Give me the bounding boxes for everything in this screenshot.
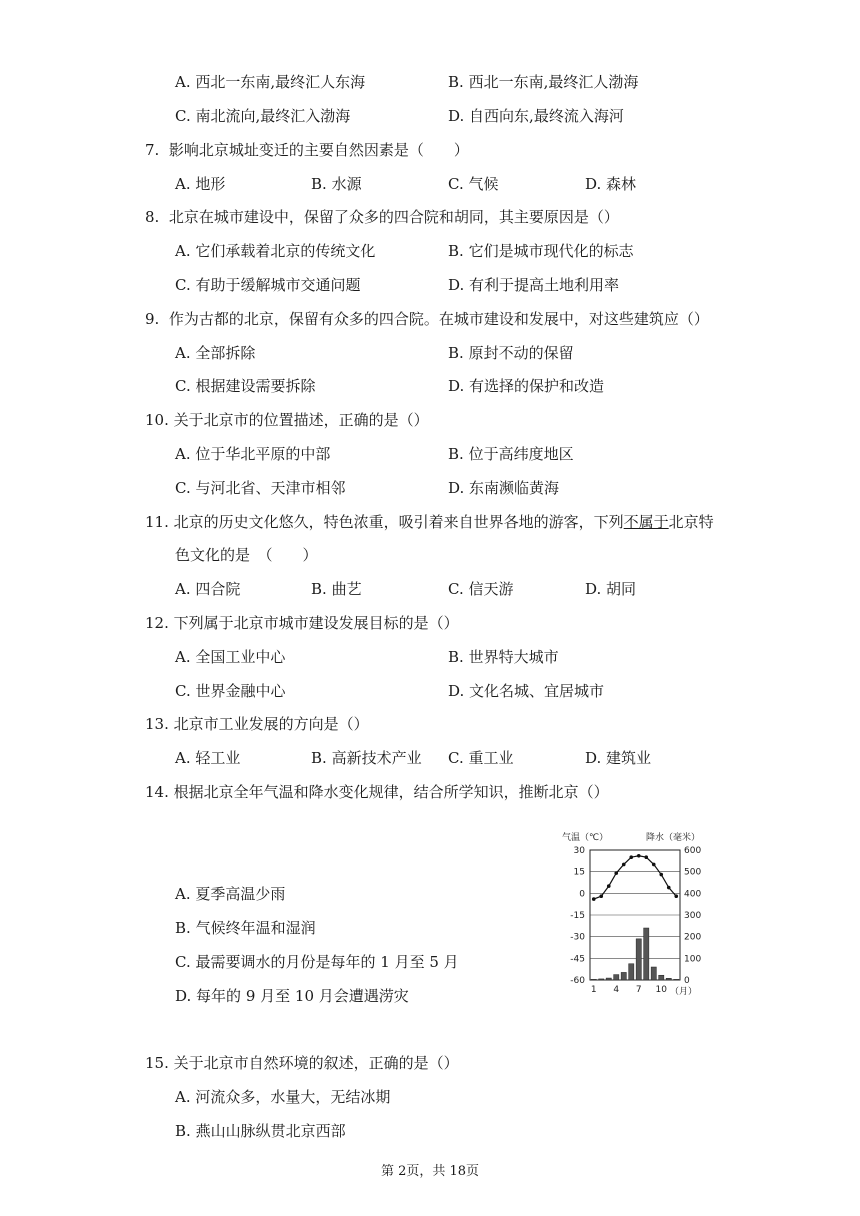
option-13-d: D. 建筑业 <box>585 749 652 767</box>
option-10-b: B. 位于高纬度地区 <box>448 445 574 463</box>
temperature-point <box>607 884 611 888</box>
option-11-a: A. 四合院 <box>175 580 241 598</box>
option-14-a: A. 夏季高温少雨 <box>175 885 286 903</box>
option-14-c: C. 最需要调水的月份是每年的 1 月至 5 月 <box>175 953 459 971</box>
option-12-d: D. 文化名城、宜居城市 <box>448 682 605 700</box>
option-12-a: A. 全国工业中心 <box>175 648 286 666</box>
option-12-c: C. 世界金融中心 <box>175 682 286 700</box>
option-13-a: A. 轻工业 <box>175 749 241 767</box>
option-10-a: A. 位于华北平原的中部 <box>175 445 331 463</box>
option-8-b: B. 它们是城市现代化的标志 <box>448 242 634 260</box>
temperature-line <box>592 854 678 901</box>
left-tick-label: 15 <box>573 867 585 878</box>
option-prev-c: C. 南北流向,最终汇入渤海 <box>175 107 351 125</box>
option-14-b: B. 气候终年温和湿润 <box>175 919 316 937</box>
precip-bar <box>629 964 634 980</box>
x-tick-label: 7 <box>635 985 642 995</box>
left-tick-label: -30 <box>570 932 585 943</box>
option-11-b: B. 曲艺 <box>311 580 362 598</box>
option-12-b: B. 世界特大城市 <box>448 648 559 666</box>
option-7-c: C. 气候 <box>448 175 499 193</box>
option-11-c: C. 信天游 <box>448 580 514 598</box>
option-10-c: C. 与河北省、天津市相邻 <box>175 479 346 497</box>
option-9-c: C. 根据建设需要拆除 <box>175 377 316 395</box>
precip-bar <box>644 928 649 980</box>
temperature-point <box>637 854 641 858</box>
precip-bar <box>659 975 664 980</box>
climate-chart <box>560 828 720 1000</box>
option-9-b: B. 原封不动的保留 <box>448 344 574 362</box>
option-15-b: B. 燕山山脉纵贯北京西部 <box>175 1122 346 1140</box>
temperature-point <box>659 873 663 877</box>
question-13: 13. 北京市工业发展的方向是（） <box>145 715 369 733</box>
x-tick-label: 10 <box>655 985 667 995</box>
option-10-d: D. 东南濒临黄海 <box>448 479 560 497</box>
right-tick-label: 0 <box>684 976 690 986</box>
temperature-point <box>667 886 671 890</box>
option-7-b: B. 水源 <box>311 175 362 193</box>
right-tick-label: 400 <box>684 889 702 900</box>
question-7: 7. 影响北京城址变迁的主要自然因素是（ ） <box>145 141 469 159</box>
precip-bar <box>591 979 596 980</box>
question-15: 15. 关于北京市自然环境的叙述，正确的是（） <box>145 1054 459 1072</box>
precip-bar <box>666 978 671 980</box>
x-axis-ticks <box>591 985 667 995</box>
right-tick-label: 500 <box>684 867 702 878</box>
question-8: 8. 北京在城市建设中，保留了众多的四合院和胡同，其主要原因是（） <box>145 208 619 226</box>
option-8-a: A. 它们承载着北京的传统文化 <box>175 242 376 260</box>
precip-bar <box>614 975 619 980</box>
option-prev-a: A. 西北一东南,最终汇人东海 <box>175 73 366 91</box>
temperature-point <box>644 855 648 859</box>
right-axis-label: 降水（毫米） <box>646 833 701 843</box>
precip-bar <box>651 967 656 980</box>
option-8-d: D. 有利于提高土地利用率 <box>448 276 620 294</box>
precip-bar <box>606 978 611 980</box>
temperature-point <box>622 863 626 867</box>
left-tick-label: 0 <box>579 889 585 900</box>
question-10: 10. 关于北京市的位置描述，正确的是（） <box>145 411 429 429</box>
option-prev-d: D. 自西向东,最终流入海河 <box>448 107 624 125</box>
x-tick-label: 4 <box>613 985 620 995</box>
temperature-point <box>629 855 633 859</box>
option-9-d: D. 有选择的保护和改造 <box>448 377 605 395</box>
x-tick-label: 1 <box>590 985 597 995</box>
precip-bar <box>621 972 626 980</box>
option-9-a: A. 全部拆除 <box>175 344 256 362</box>
left-tick-label: 30 <box>573 846 585 856</box>
temperature-point <box>674 894 678 898</box>
option-11-d: D. 胡同 <box>585 580 637 598</box>
question-11: 11. 北京的历史文化悠久，特色浓重，吸引着来自世界各地的游客，下列不属于北京特 <box>145 513 714 531</box>
temperature-point <box>614 871 618 875</box>
temperature-point <box>599 894 603 898</box>
x-axis-label: （月） <box>670 987 698 997</box>
precipitation-bars <box>591 928 679 980</box>
temperature-curve <box>594 856 677 899</box>
option-7-d: D. 森林 <box>585 175 637 193</box>
left-tick-label: -15 <box>570 911 585 921</box>
left-axis-label: 气温（℃） <box>562 833 609 843</box>
right-tick-label: 300 <box>684 911 702 921</box>
underlined-keyword: 不属于 <box>623 513 669 531</box>
precip-bar <box>674 979 679 980</box>
question-9: 9. 作为古都的北京，保留有众多的四合院。在城市建设和发展中，对这些建筑应（） <box>145 310 709 328</box>
right-tick-label: 200 <box>684 932 702 943</box>
precip-bar <box>599 979 604 980</box>
left-tick-label: -60 <box>570 976 585 986</box>
option-15-a: A. 河流众多，水量大，无结冰期 <box>175 1088 391 1106</box>
precip-bar <box>636 939 641 980</box>
option-prev-b: B. 西北一东南,最终汇人渤海 <box>448 73 639 91</box>
option-8-c: C. 有助于缓解城市交通问题 <box>175 276 361 294</box>
left-axis-ticks <box>570 846 585 986</box>
temperature-point <box>652 863 656 867</box>
right-tick-label: 100 <box>684 954 702 965</box>
option-7-a: A. 地形 <box>175 175 226 193</box>
temperature-point <box>592 897 596 901</box>
right-axis-ticks <box>684 846 701 986</box>
option-13-b: B. 高新技术产业 <box>311 749 422 767</box>
left-tick-label: -45 <box>570 954 585 965</box>
question-12: 12. 下列属于北京市城市建设发展目标的是（） <box>145 614 459 632</box>
question-14: 14. 根据北京全年气温和降水变化规律，结合所学知识，推断北京（） <box>145 783 609 801</box>
option-14-d: D. 每年的 9 月至 10 月会遭遇涝灾 <box>175 987 409 1005</box>
right-tick-label: 600 <box>684 846 702 856</box>
option-13-c: C. 重工业 <box>448 749 514 767</box>
question-11-line2: 色文化的是 （ ） <box>175 546 318 564</box>
page-footer: 第 2页，共 18页 <box>380 1164 480 1179</box>
